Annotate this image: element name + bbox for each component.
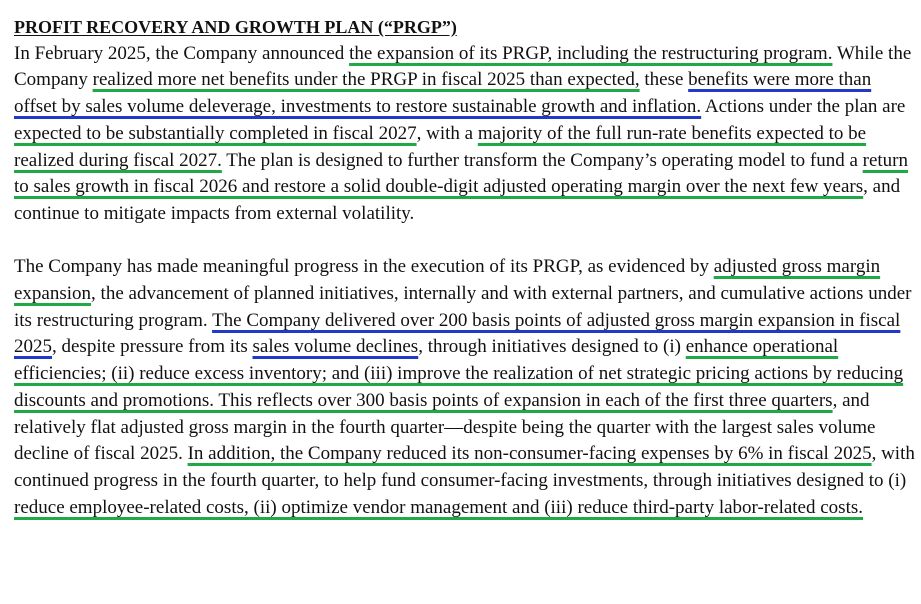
section-heading: PROFIT RECOVERY AND GROWTH PLAN (“PRGP”)	[14, 17, 457, 37]
p2-highlight-5: In addition, the Company reduced its non-consumer-facing expenses by 6% in fiscal 2025	[187, 443, 872, 465]
p2-highlight-2: The Company delivered over 200 basis points of adjusted gross margin expansion in fiscal 2025	[14, 309, 901, 358]
p1-highlight-4: expected to be substantially completed in fiscal 2027	[14, 122, 417, 144]
p2-text-1: The Company has made meaningful progress in the execution of its PRGP, as evidenced by	[14, 256, 714, 278]
p1-text-1: In February 2025, the Company announced	[14, 42, 350, 64]
p1-highlight-5: majority of the full run-rate benefits expected to be realized during fiscal 2027.	[14, 122, 867, 171]
p1-text-6: The plan is designed to further transform the Company’s operating model to fund a	[221, 149, 863, 171]
p1-text-5: , with a	[416, 122, 478, 144]
p1-text-4: Actions under the plan are	[701, 96, 906, 118]
p2-highlight-1: adjusted gross margin expansion	[14, 256, 881, 305]
document-body	[14, 14, 917, 521]
p1-highlight-1: the expansion of its PRGP, including the restructuring program.	[349, 42, 833, 64]
paragraph-gap	[14, 228, 917, 255]
p2-highlight-4: enhance operational efficiencies; (ii) reduce excess inventory; and (iii) improve the realization of net strategic pricing actions by reducing discounts and promotions. This reflects over 300 basis points of expansion in each of the first three quarters	[14, 336, 904, 411]
p2-text-4: , through initiatives designed to (i)	[418, 336, 686, 358]
p1-text-7: , and continue to mitigate impacts from external volatility.	[14, 176, 901, 224]
p2-text-5: , and relatively flat adjusted gross margin in the fourth quarter—despite being the quarter with the largest sales volume decline of fiscal 2025.	[14, 389, 876, 465]
p1-highlight-6: return to sales growth in fiscal 2026 and restore a solid double-digit adjusted operating margin over the next few years	[14, 149, 909, 198]
p2-text-3: , despite pressure from its	[52, 336, 253, 358]
p1-highlight-3: benefits were more than offset by sales volume deleverage, investments to restore sustainable growth and inflation.	[14, 69, 872, 118]
p2-text-2: , the advancement of planned initiatives, internally and with external partners, and cumulative actions under its restructuring program.	[14, 283, 912, 331]
p2-highlight-3: sales volume declines	[252, 336, 419, 358]
p1-highlight-2: realized more net benefits under the PRGP in fiscal 2025 than expected,	[92, 69, 640, 91]
p1-text-3: these	[639, 69, 689, 91]
p2-highlight-6: reduce employee-related costs, (ii) optimize vendor management and (iii) reduce third-party labor-related costs.	[14, 496, 863, 518]
p2-text-6: , with continued progress in the fourth quarter, to help fund consumer-facing investments, through initiatives designed to (i)	[14, 443, 915, 491]
paragraph-1	[14, 41, 917, 228]
p1-text-2: While the Company	[14, 42, 912, 91]
paragraph-2	[14, 254, 917, 521]
